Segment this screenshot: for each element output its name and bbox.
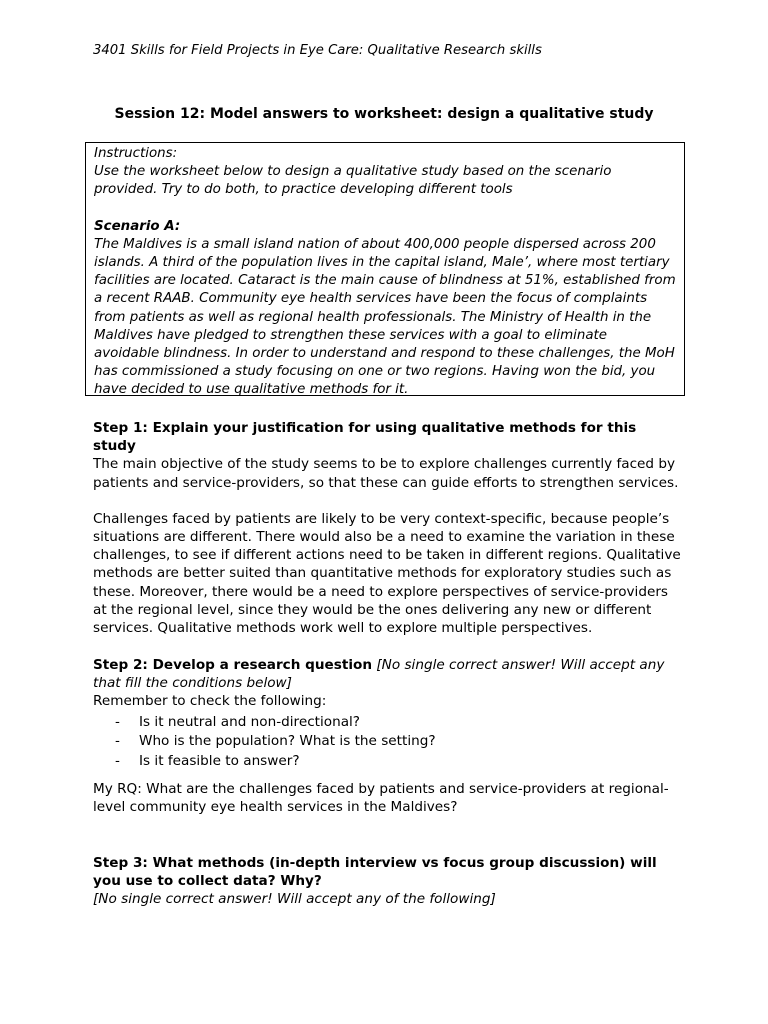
step2-note: [No single correct answer! Will accept any that fill the conditions below] (93, 657, 665, 692)
step3-note: [No single correct answer! Will accept any of the following] (93, 891, 496, 908)
step2-section (93, 656, 683, 817)
scenario-text: The Maldives is a small island nation of about 400,000 people dispersed across 200 islands. A third of the population lives in the capital island, Male’, where most tertiary facilities are located. Cataract is the main cause of blindness at 51%, established from a recent RAAB. Community eye health services have been the focus of complaints from patients as well as regional health professionals. The Ministry of Health in the Maldives have pledged to strengthen these services with a goal to eliminate avoidable blindness. In order to understand and respond to these challenges, the MoH has commissioned a study focusing on one or two regions. Having won the bid, you have decided to use qualitative methods for it. (94, 236, 676, 398)
instructions-text: Use the worksheet below to design a qualitative study based on the scenario provided. Try to do both, to practice developing different tools (94, 164, 612, 198)
step2-heading: Step 2: Develop a research question (93, 657, 373, 673)
checklist-item: - Is it feasible to answer? (93, 752, 683, 770)
checklist-item: - Is it neutral and non-directional? (93, 713, 683, 731)
step1-section (93, 419, 683, 637)
step1-para1: The main objective of the study seems to be to explore challenges currently faced by patients and service-providers, so that these can guide efforts to strengthen services. (93, 456, 679, 491)
step1-para2: Challenges faced by patients are likely to be very context-specific, because people’s situations are different. There would also be a need to examine the variation in these challenges, to see if different actions need to be taken in different regions. Qualitative methods are better suited than quantitative methods for exploratory studies such as these. Moreover, there would be a need to explore perspectives of service-providers at the regional level, since they would be the ones delivering any new or different services. Qualitative methods work well to explore multiple perspectives. (93, 510, 681, 637)
instructions-box (85, 142, 685, 396)
step3-section (93, 854, 683, 909)
instructions-label: Instructions: (94, 146, 178, 161)
scenario-label: Scenario A: (94, 218, 181, 234)
page-title: Session 12: Model answers to worksheet: design a qualitative study (114, 106, 654, 122)
checklist-item: - Who is the population? What is the setting? (93, 732, 683, 750)
running-header: 3401 Skills for Field Projects in Eye Care: Qualitative Research skills (93, 43, 542, 58)
step2-heading-line (93, 656, 683, 692)
step2-remember: Remember to check the following: (93, 693, 327, 710)
research-question: My RQ: What are the challenges faced by patients and service-providers at regional-level community eye health services in the Maldives? (93, 781, 669, 816)
step3-heading: Step 3: What methods (in-depth interview vs focus group discussion) will you use to collect data? Why? (93, 855, 657, 890)
checklist (93, 713, 683, 771)
step1-heading: Step 1: Explain your justification for using qualitative methods for this study (93, 420, 637, 455)
